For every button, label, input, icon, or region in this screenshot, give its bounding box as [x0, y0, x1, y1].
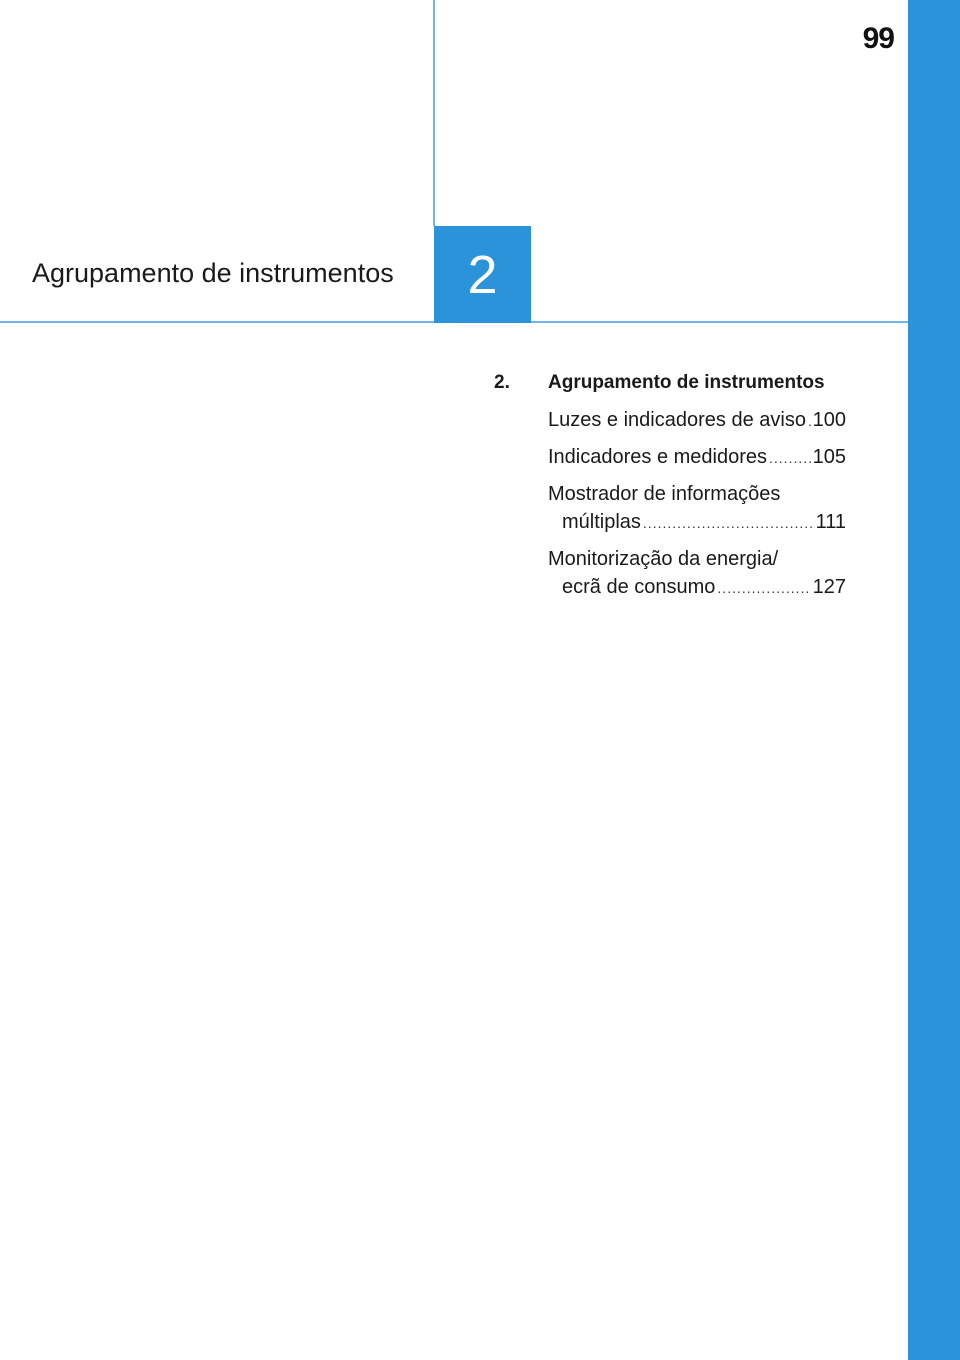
toc-entry-page: 111 — [815, 511, 846, 533]
toc-leader-dots — [808, 407, 811, 435]
toc-entry-gauges-meters[interactable] — [548, 443, 846, 472]
toc-entry-title: Indicadores e medidores — [548, 446, 768, 468]
toc-section-title: Agrupamento de instrumentos — [548, 372, 825, 393]
toc-entry-energy-monitor[interactable] — [548, 545, 846, 602]
chapter-side-tab — [908, 0, 960, 1360]
page-number: 99 — [862, 22, 894, 55]
chapter-number: 2 — [467, 244, 498, 305]
toc-entry-page: 100 — [812, 409, 846, 431]
vertical-rule — [433, 0, 435, 226]
toc-entry-warning-lights[interactable] — [548, 406, 846, 435]
toc-entry-page: 127 — [812, 576, 846, 598]
toc-entry-title: Luzes e indicadores de aviso — [548, 409, 806, 431]
toc-leader-dots — [769, 444, 811, 472]
toc-leader-dots — [643, 509, 814, 537]
toc-entry-title-continued: múltiplas — [562, 511, 641, 533]
toc-entry-title-continued: ecrã de consumo — [562, 576, 716, 598]
toc-entry-multi-info-display[interactable] — [548, 480, 846, 537]
toc-leader-dots — [717, 574, 810, 602]
toc-entry-page: 105 — [812, 446, 846, 468]
toc-items — [548, 406, 846, 602]
table-of-contents — [494, 368, 846, 602]
toc-entry-title: Monitorização da energia/ — [548, 548, 779, 570]
chapter-title: Agrupamento de instrumentos — [32, 258, 394, 288]
toc-entry-title: Mostrador de informações — [548, 483, 781, 505]
toc-section-number: 2. — [494, 372, 510, 393]
chapter-number-box — [434, 226, 531, 323]
toc-section-heading — [494, 368, 846, 398]
